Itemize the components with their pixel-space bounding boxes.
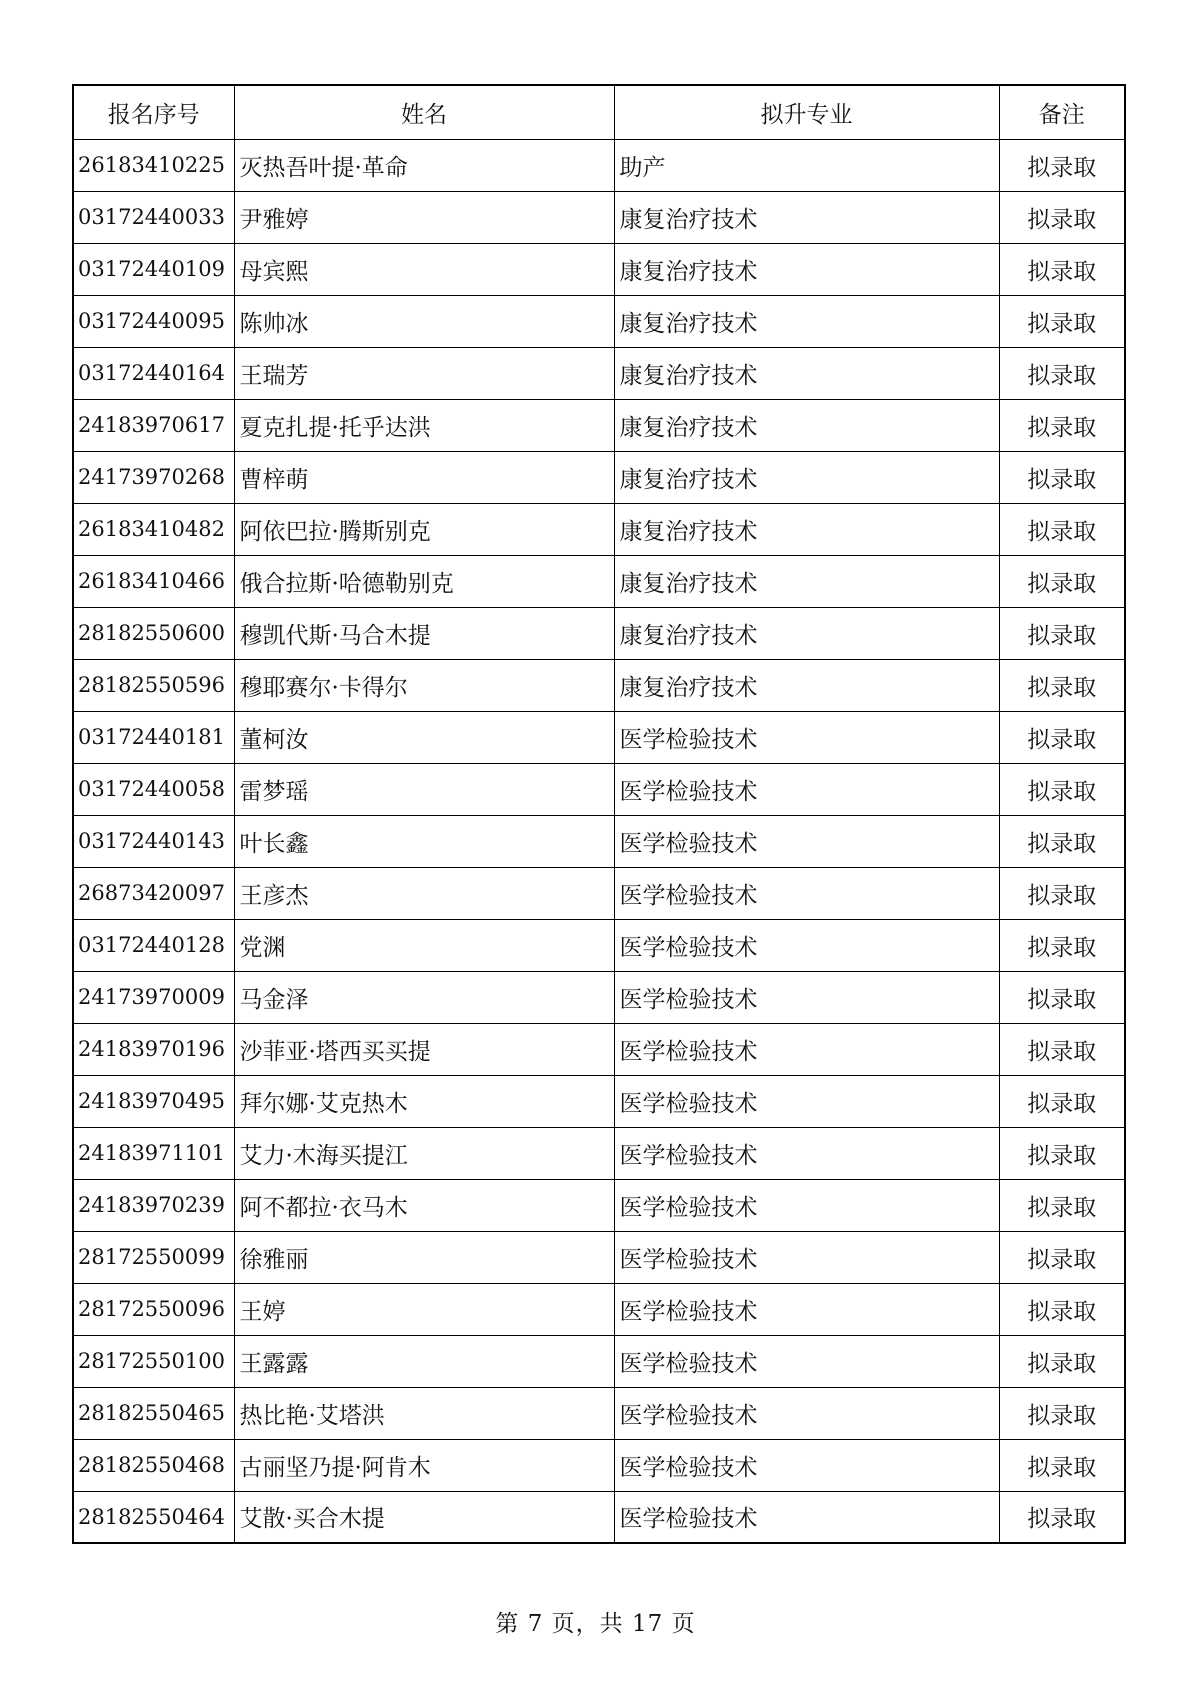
remark-cell: 拟录取	[999, 1023, 1125, 1075]
table-row	[73, 347, 1125, 399]
registration-number-cell: 03172440033	[73, 191, 234, 243]
major-cell: 康复治疗技术	[614, 607, 999, 659]
major-cell: 康复治疗技术	[614, 347, 999, 399]
remark-cell: 拟录取	[999, 1127, 1125, 1179]
name-cell: 夏克扎提·托乎达洪	[234, 399, 614, 451]
remark-cell: 拟录取	[999, 191, 1125, 243]
name-cell: 沙菲亚·塔西买买提	[234, 1023, 614, 1075]
major-cell: 医学检验技术	[614, 1127, 999, 1179]
major-cell: 医学检验技术	[614, 1179, 999, 1231]
remark-cell: 拟录取	[999, 243, 1125, 295]
remark-cell: 拟录取	[999, 607, 1125, 659]
name-cell: 热比艳·艾塔洪	[234, 1387, 614, 1439]
registration-number-cell: 26183410225	[73, 139, 234, 191]
registration-number-cell: 24183971101	[73, 1127, 234, 1179]
table-row	[73, 659, 1125, 711]
remark-cell: 拟录取	[999, 1179, 1125, 1231]
major-cell: 康复治疗技术	[614, 295, 999, 347]
major-cell: 康复治疗技术	[614, 451, 999, 503]
major-cell: 康复治疗技术	[614, 503, 999, 555]
table-row	[73, 295, 1125, 347]
major-cell: 康复治疗技术	[614, 191, 999, 243]
remark-cell: 拟录取	[999, 1231, 1125, 1283]
registration-number-cell: 03172440095	[73, 295, 234, 347]
registration-number-cell: 24183970617	[73, 399, 234, 451]
header-remark: 备注	[999, 85, 1125, 139]
major-cell: 医学检验技术	[614, 867, 999, 919]
registration-number-cell: 03172440128	[73, 919, 234, 971]
registration-number-cell: 28172550099	[73, 1231, 234, 1283]
major-cell: 康复治疗技术	[614, 555, 999, 607]
table-row	[73, 763, 1125, 815]
registration-number-cell: 28182550465	[73, 1387, 234, 1439]
header-row	[73, 85, 1125, 139]
remark-cell: 拟录取	[999, 815, 1125, 867]
registration-number-cell: 24183970239	[73, 1179, 234, 1231]
table-row	[73, 971, 1125, 1023]
major-cell: 医学检验技术	[614, 1231, 999, 1283]
registration-number-cell: 26183410466	[73, 555, 234, 607]
name-cell: 阿依巴拉·腾斯别克	[234, 503, 614, 555]
registration-number-cell: 28182550596	[73, 659, 234, 711]
remark-cell: 拟录取	[999, 347, 1125, 399]
table-row	[73, 1283, 1125, 1335]
table-row	[73, 1387, 1125, 1439]
major-cell: 医学检验技术	[614, 1439, 999, 1491]
registration-number-cell: 03172440164	[73, 347, 234, 399]
remark-cell: 拟录取	[999, 763, 1125, 815]
remark-cell: 拟录取	[999, 971, 1125, 1023]
remark-cell: 拟录取	[999, 659, 1125, 711]
table-row	[73, 1179, 1125, 1231]
remark-cell: 拟录取	[999, 1075, 1125, 1127]
remark-cell: 拟录取	[999, 451, 1125, 503]
registration-number-cell: 26183410482	[73, 503, 234, 555]
name-cell: 拜尔娜·艾克热木	[234, 1075, 614, 1127]
remark-cell: 拟录取	[999, 1491, 1125, 1543]
table-row	[73, 919, 1125, 971]
name-cell: 雷梦瑶	[234, 763, 614, 815]
major-cell: 医学检验技术	[614, 1283, 999, 1335]
name-cell: 穆耶赛尔·卡得尔	[234, 659, 614, 711]
major-cell: 康复治疗技术	[614, 243, 999, 295]
registration-number-cell: 28182550464	[73, 1491, 234, 1543]
name-cell: 王婷	[234, 1283, 614, 1335]
major-cell: 医学检验技术	[614, 815, 999, 867]
table-row	[73, 607, 1125, 659]
admission-table	[72, 84, 1126, 1544]
header-major: 拟升专业	[614, 85, 999, 139]
major-cell: 医学检验技术	[614, 971, 999, 1023]
name-cell: 艾散·买合木提	[234, 1491, 614, 1543]
table-body	[73, 139, 1125, 1543]
remark-cell: 拟录取	[999, 1439, 1125, 1491]
name-cell: 阿不都拉·衣马木	[234, 1179, 614, 1231]
table-row	[73, 1491, 1125, 1543]
name-cell: 穆凯代斯·马合木提	[234, 607, 614, 659]
registration-number-cell: 03172440109	[73, 243, 234, 295]
table-row	[73, 1335, 1125, 1387]
header-name: 姓名	[234, 85, 614, 139]
name-cell: 母宾熙	[234, 243, 614, 295]
table-row	[73, 243, 1125, 295]
table-row	[73, 555, 1125, 607]
registration-number-cell: 03172440181	[73, 711, 234, 763]
page-footer: 第 7 页，共 17 页	[495, 1611, 696, 1637]
remark-cell: 拟录取	[999, 1335, 1125, 1387]
table-row	[73, 815, 1125, 867]
name-cell: 古丽坚乃提·阿肯木	[234, 1439, 614, 1491]
name-cell: 王露露	[234, 1335, 614, 1387]
registration-number-cell: 24173970009	[73, 971, 234, 1023]
name-cell: 曹梓萌	[234, 451, 614, 503]
major-cell: 康复治疗技术	[614, 659, 999, 711]
name-cell: 艾力·木海买提江	[234, 1127, 614, 1179]
registration-number-cell: 28172550100	[73, 1335, 234, 1387]
remark-cell: 拟录取	[999, 503, 1125, 555]
registration-number-cell: 24183970495	[73, 1075, 234, 1127]
table-row	[73, 451, 1125, 503]
remark-cell: 拟录取	[999, 867, 1125, 919]
major-cell: 医学检验技术	[614, 1075, 999, 1127]
remark-cell: 拟录取	[999, 555, 1125, 607]
table-row	[73, 1231, 1125, 1283]
table-row	[73, 139, 1125, 191]
table-row	[73, 711, 1125, 763]
name-cell: 俄合拉斯·哈德勒别克	[234, 555, 614, 607]
registration-number-cell: 26873420097	[73, 867, 234, 919]
remark-cell: 拟录取	[999, 1387, 1125, 1439]
name-cell: 党渊	[234, 919, 614, 971]
table-row	[73, 1127, 1125, 1179]
major-cell: 助产	[614, 139, 999, 191]
registration-number-cell: 28182550468	[73, 1439, 234, 1491]
remark-cell: 拟录取	[999, 295, 1125, 347]
table-row	[73, 503, 1125, 555]
header-registration-number: 报名序号	[73, 85, 234, 139]
major-cell: 医学检验技术	[614, 919, 999, 971]
registration-number-cell: 28172550096	[73, 1283, 234, 1335]
registration-number-cell: 24183970196	[73, 1023, 234, 1075]
name-cell: 徐雅丽	[234, 1231, 614, 1283]
registration-number-cell: 03172440058	[73, 763, 234, 815]
registration-number-cell: 28182550600	[73, 607, 234, 659]
major-cell: 医学检验技术	[614, 1387, 999, 1439]
name-cell: 董柯汝	[234, 711, 614, 763]
table-row	[73, 191, 1125, 243]
major-cell: 康复治疗技术	[614, 399, 999, 451]
name-cell: 王瑞芳	[234, 347, 614, 399]
remark-cell: 拟录取	[999, 1283, 1125, 1335]
name-cell: 叶长鑫	[234, 815, 614, 867]
name-cell: 陈帅冰	[234, 295, 614, 347]
table-row	[73, 1075, 1125, 1127]
major-cell: 医学检验技术	[614, 763, 999, 815]
remark-cell: 拟录取	[999, 399, 1125, 451]
table-row	[73, 1023, 1125, 1075]
major-cell: 医学检验技术	[614, 1023, 999, 1075]
name-cell: 马金泽	[234, 971, 614, 1023]
name-cell: 王彦杰	[234, 867, 614, 919]
major-cell: 医学检验技术	[614, 1335, 999, 1387]
name-cell: 尹雅婷	[234, 191, 614, 243]
major-cell: 医学检验技术	[614, 711, 999, 763]
major-cell: 医学检验技术	[614, 1491, 999, 1543]
remark-cell: 拟录取	[999, 711, 1125, 763]
remark-cell: 拟录取	[999, 919, 1125, 971]
table-row	[73, 1439, 1125, 1491]
table-row	[73, 399, 1125, 451]
registration-number-cell: 24173970268	[73, 451, 234, 503]
registration-number-cell: 03172440143	[73, 815, 234, 867]
remark-cell: 拟录取	[999, 139, 1125, 191]
table-row	[73, 867, 1125, 919]
name-cell: 灭热吾叶提·革命	[234, 139, 614, 191]
